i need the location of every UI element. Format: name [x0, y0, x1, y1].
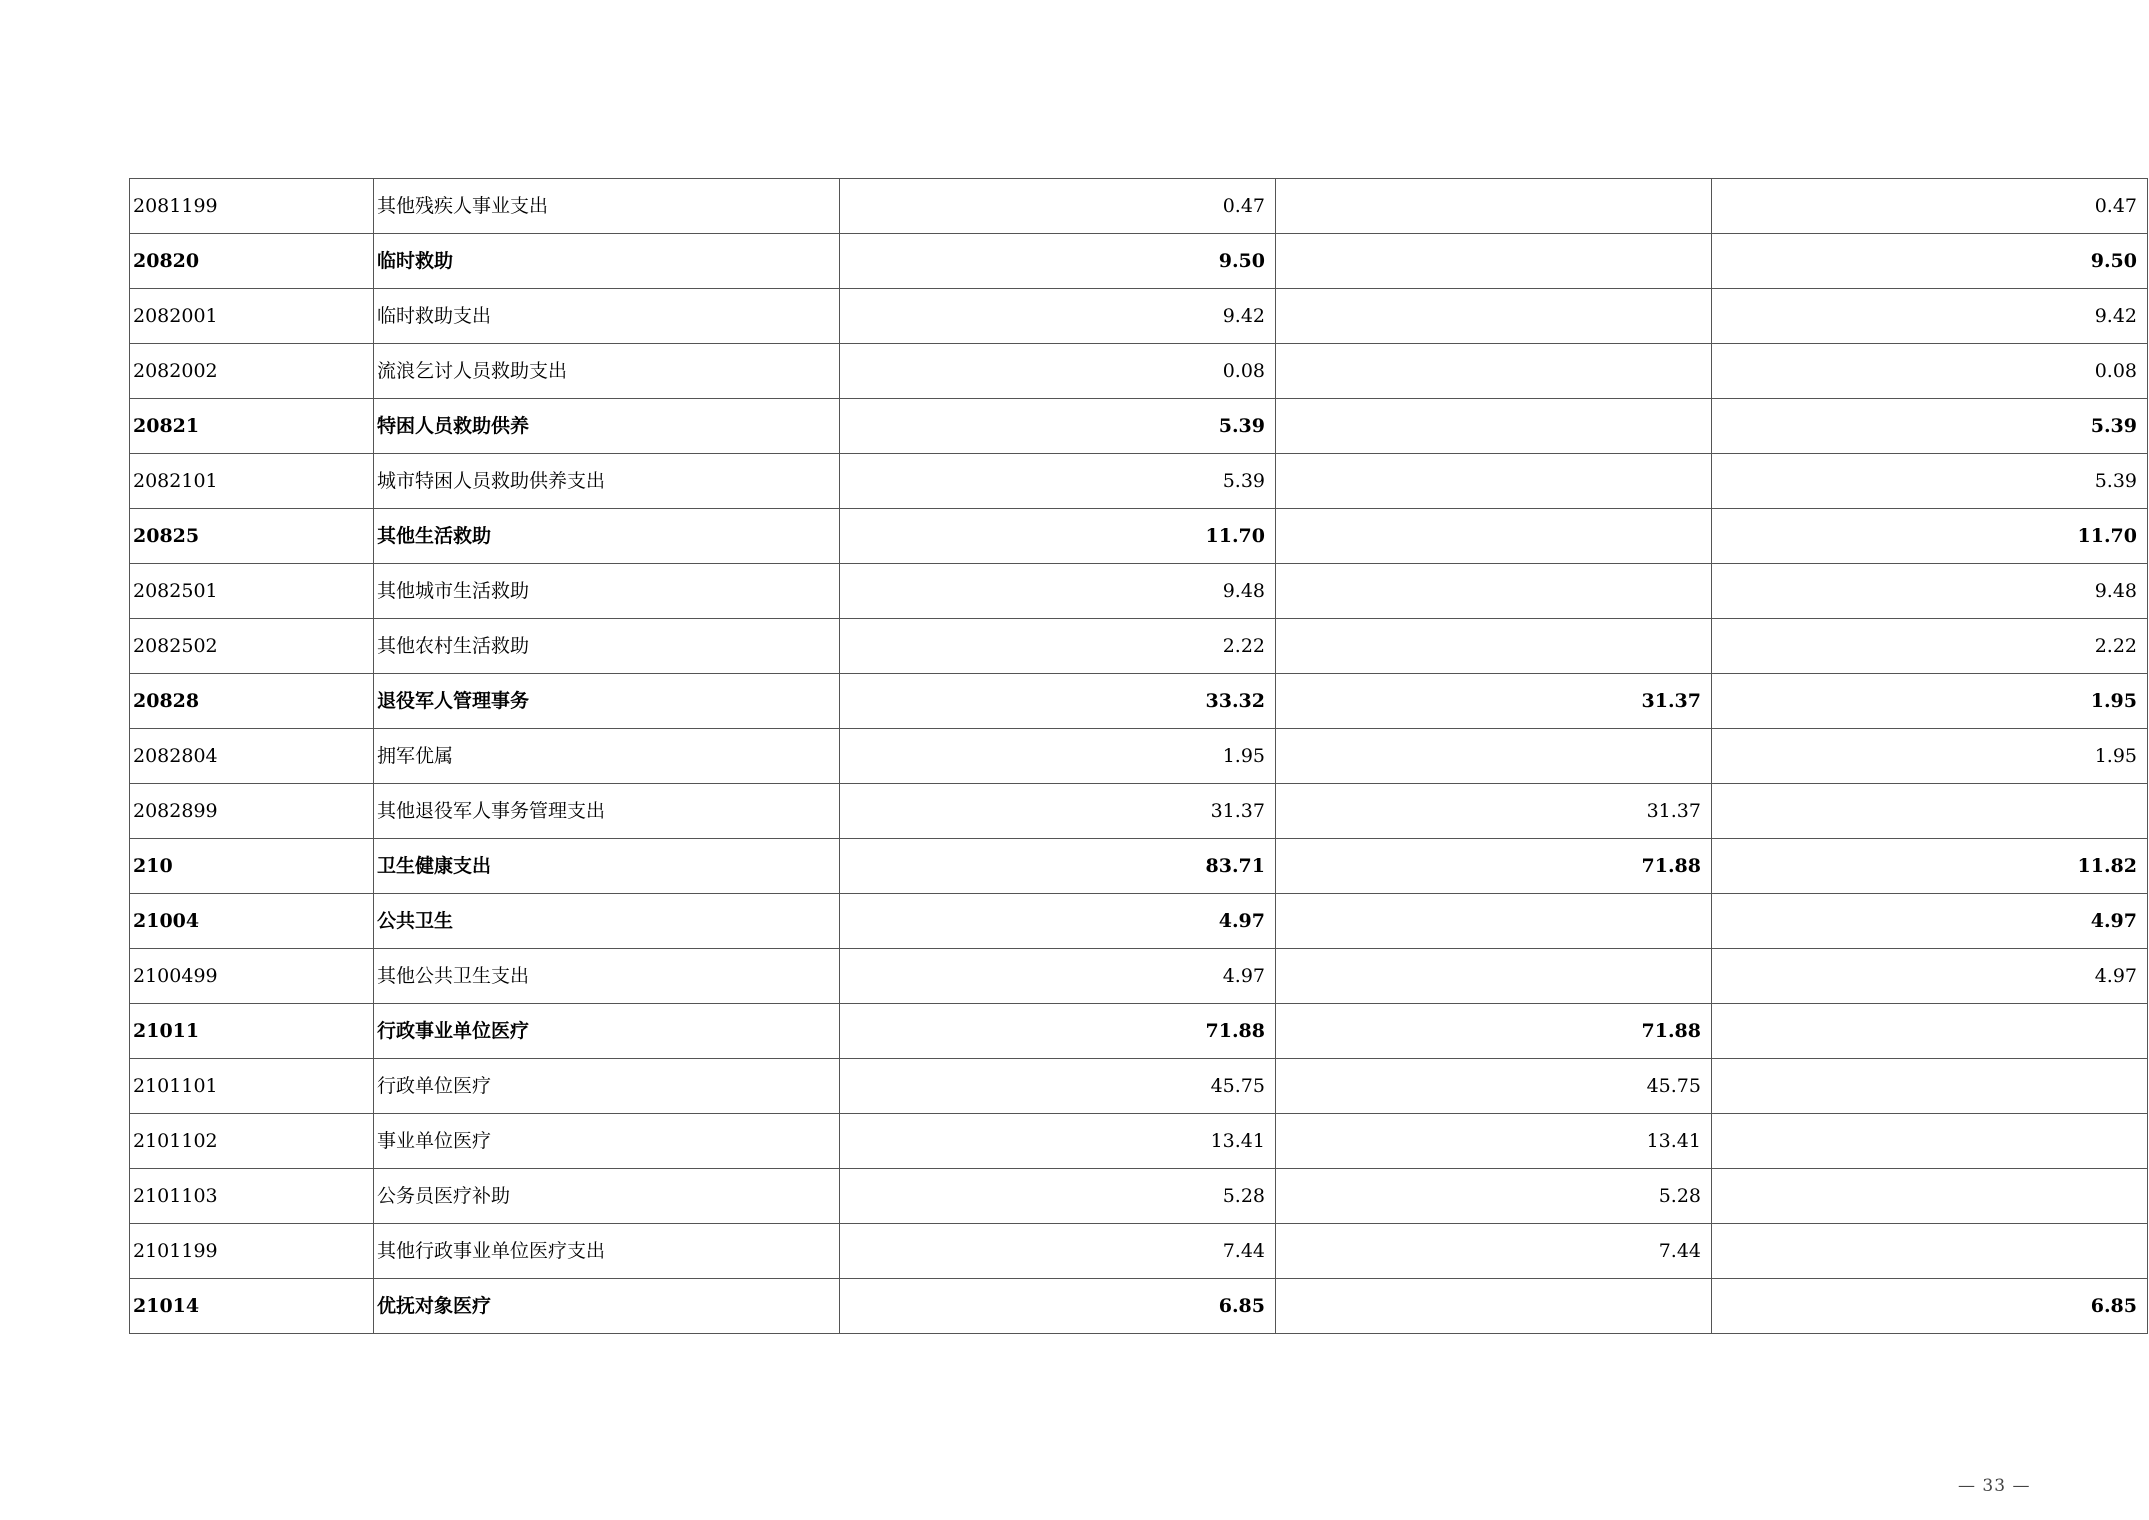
name-cell: 城市特困人员救助供养支出	[374, 454, 840, 509]
table-row	[130, 1114, 2148, 1169]
code-cell: 2101103	[130, 1169, 374, 1224]
total-cell: 11.70	[840, 509, 1276, 564]
name-cell: 事业单位医疗	[374, 1114, 840, 1169]
basic-expenditure-cell	[1276, 949, 1712, 1004]
basic-expenditure-cell	[1276, 399, 1712, 454]
total-cell: 1.95	[840, 729, 1276, 784]
total-cell: 33.32	[840, 674, 1276, 729]
project-expenditure-cell: 9.48	[1712, 564, 2148, 619]
name-cell: 临时救助	[374, 234, 840, 289]
project-expenditure-cell	[1712, 784, 2148, 839]
total-cell: 9.42	[840, 289, 1276, 344]
code-cell: 2082502	[130, 619, 374, 674]
project-expenditure-cell	[1712, 1114, 2148, 1169]
code-cell: 2082001	[130, 289, 374, 344]
basic-expenditure-cell: 71.88	[1276, 1004, 1712, 1059]
project-expenditure-cell: 0.08	[1712, 344, 2148, 399]
project-expenditure-cell: 1.95	[1712, 674, 2148, 729]
total-cell: 4.97	[840, 949, 1276, 1004]
basic-expenditure-cell	[1276, 619, 1712, 674]
table-row	[130, 234, 2148, 289]
table-row	[130, 454, 2148, 509]
basic-expenditure-cell	[1276, 234, 1712, 289]
project-expenditure-cell: 6.85	[1712, 1279, 2148, 1334]
table-row	[130, 1169, 2148, 1224]
name-cell: 行政事业单位医疗	[374, 1004, 840, 1059]
basic-expenditure-cell	[1276, 344, 1712, 399]
project-expenditure-cell: 5.39	[1712, 399, 2148, 454]
total-cell: 45.75	[840, 1059, 1276, 1114]
total-cell: 9.48	[840, 564, 1276, 619]
code-cell: 2101102	[130, 1114, 374, 1169]
name-cell: 公共卫生	[374, 894, 840, 949]
basic-expenditure-cell: 45.75	[1276, 1059, 1712, 1114]
project-expenditure-cell	[1712, 1224, 2148, 1279]
total-cell: 0.08	[840, 344, 1276, 399]
name-cell: 公务员医疗补助	[374, 1169, 840, 1224]
code-cell: 21014	[130, 1279, 374, 1334]
table-row	[130, 1059, 2148, 1114]
project-expenditure-cell: 9.42	[1712, 289, 2148, 344]
code-cell: 2101199	[130, 1224, 374, 1279]
table-row	[130, 399, 2148, 454]
name-cell: 流浪乞讨人员救助支出	[374, 344, 840, 399]
name-cell: 行政单位医疗	[374, 1059, 840, 1114]
total-cell: 5.28	[840, 1169, 1276, 1224]
project-expenditure-cell	[1712, 1169, 2148, 1224]
table-row	[130, 674, 2148, 729]
name-cell: 其他农村生活救助	[374, 619, 840, 674]
code-cell: 2100499	[130, 949, 374, 1004]
basic-expenditure-cell	[1276, 454, 1712, 509]
code-cell: 2082501	[130, 564, 374, 619]
name-cell: 退役军人管理事务	[374, 674, 840, 729]
total-cell: 9.50	[840, 234, 1276, 289]
basic-expenditure-cell	[1276, 564, 1712, 619]
table-body	[130, 179, 2148, 1334]
table-row	[130, 289, 2148, 344]
basic-expenditure-cell: 31.37	[1276, 674, 1712, 729]
table-row	[130, 894, 2148, 949]
code-cell: 21004	[130, 894, 374, 949]
code-cell: 20820	[130, 234, 374, 289]
basic-expenditure-cell: 31.37	[1276, 784, 1712, 839]
code-cell: 2082899	[130, 784, 374, 839]
project-expenditure-cell: 1.95	[1712, 729, 2148, 784]
name-cell: 卫生健康支出	[374, 839, 840, 894]
table-row	[130, 509, 2148, 564]
code-cell: 21011	[130, 1004, 374, 1059]
name-cell: 其他残疾人事业支出	[374, 179, 840, 234]
basic-expenditure-cell: 5.28	[1276, 1169, 1712, 1224]
name-cell: 其他生活救助	[374, 509, 840, 564]
total-cell: 13.41	[840, 1114, 1276, 1169]
total-cell: 0.47	[840, 179, 1276, 234]
total-cell: 7.44	[840, 1224, 1276, 1279]
project-expenditure-cell: 5.39	[1712, 454, 2148, 509]
table-row	[130, 784, 2148, 839]
name-cell: 特困人员救助供养	[374, 399, 840, 454]
name-cell: 其他公共卫生支出	[374, 949, 840, 1004]
table-row	[130, 1004, 2148, 1059]
total-cell: 6.85	[840, 1279, 1276, 1334]
project-expenditure-cell	[1712, 1059, 2148, 1114]
basic-expenditure-cell	[1276, 179, 1712, 234]
total-cell: 2.22	[840, 619, 1276, 674]
basic-expenditure-cell	[1276, 894, 1712, 949]
project-expenditure-cell: 11.70	[1712, 509, 2148, 564]
basic-expenditure-cell	[1276, 729, 1712, 784]
project-expenditure-cell: 11.82	[1712, 839, 2148, 894]
basic-expenditure-cell: 13.41	[1276, 1114, 1712, 1169]
code-cell: 20825	[130, 509, 374, 564]
page-number: — 33 —	[1958, 1476, 2031, 1496]
name-cell: 其他行政事业单位医疗支出	[374, 1224, 840, 1279]
code-cell: 2082101	[130, 454, 374, 509]
basic-expenditure-cell	[1276, 289, 1712, 344]
table-row	[130, 729, 2148, 784]
code-cell: 20821	[130, 399, 374, 454]
table-row	[130, 1224, 2148, 1279]
name-cell: 拥军优属	[374, 729, 840, 784]
basic-expenditure-cell	[1276, 1279, 1712, 1334]
project-expenditure-cell: 4.97	[1712, 894, 2148, 949]
code-cell: 2082002	[130, 344, 374, 399]
basic-expenditure-cell: 7.44	[1276, 1224, 1712, 1279]
code-cell: 2082804	[130, 729, 374, 784]
project-expenditure-cell: 4.97	[1712, 949, 2148, 1004]
code-cell: 210	[130, 839, 374, 894]
table-row	[130, 179, 2148, 234]
project-expenditure-cell	[1712, 1004, 2148, 1059]
total-cell: 4.97	[840, 894, 1276, 949]
project-expenditure-cell: 0.47	[1712, 179, 2148, 234]
project-expenditure-cell: 2.22	[1712, 619, 2148, 674]
budget-table	[129, 178, 2148, 1334]
basic-expenditure-cell: 71.88	[1276, 839, 1712, 894]
table-row	[130, 949, 2148, 1004]
total-cell: 83.71	[840, 839, 1276, 894]
table-row	[130, 839, 2148, 894]
total-cell: 5.39	[840, 399, 1276, 454]
code-cell: 2101101	[130, 1059, 374, 1114]
table-row	[130, 619, 2148, 674]
basic-expenditure-cell	[1276, 509, 1712, 564]
total-cell: 31.37	[840, 784, 1276, 839]
code-cell: 20828	[130, 674, 374, 729]
name-cell: 其他城市生活救助	[374, 564, 840, 619]
total-cell: 71.88	[840, 1004, 1276, 1059]
table-row	[130, 564, 2148, 619]
project-expenditure-cell: 9.50	[1712, 234, 2148, 289]
code-cell: 2081199	[130, 179, 374, 234]
table-row	[130, 1279, 2148, 1334]
name-cell: 临时救助支出	[374, 289, 840, 344]
total-cell: 5.39	[840, 454, 1276, 509]
table-row	[130, 344, 2148, 399]
name-cell: 其他退役军人事务管理支出	[374, 784, 840, 839]
name-cell: 优抚对象医疗	[374, 1279, 840, 1334]
